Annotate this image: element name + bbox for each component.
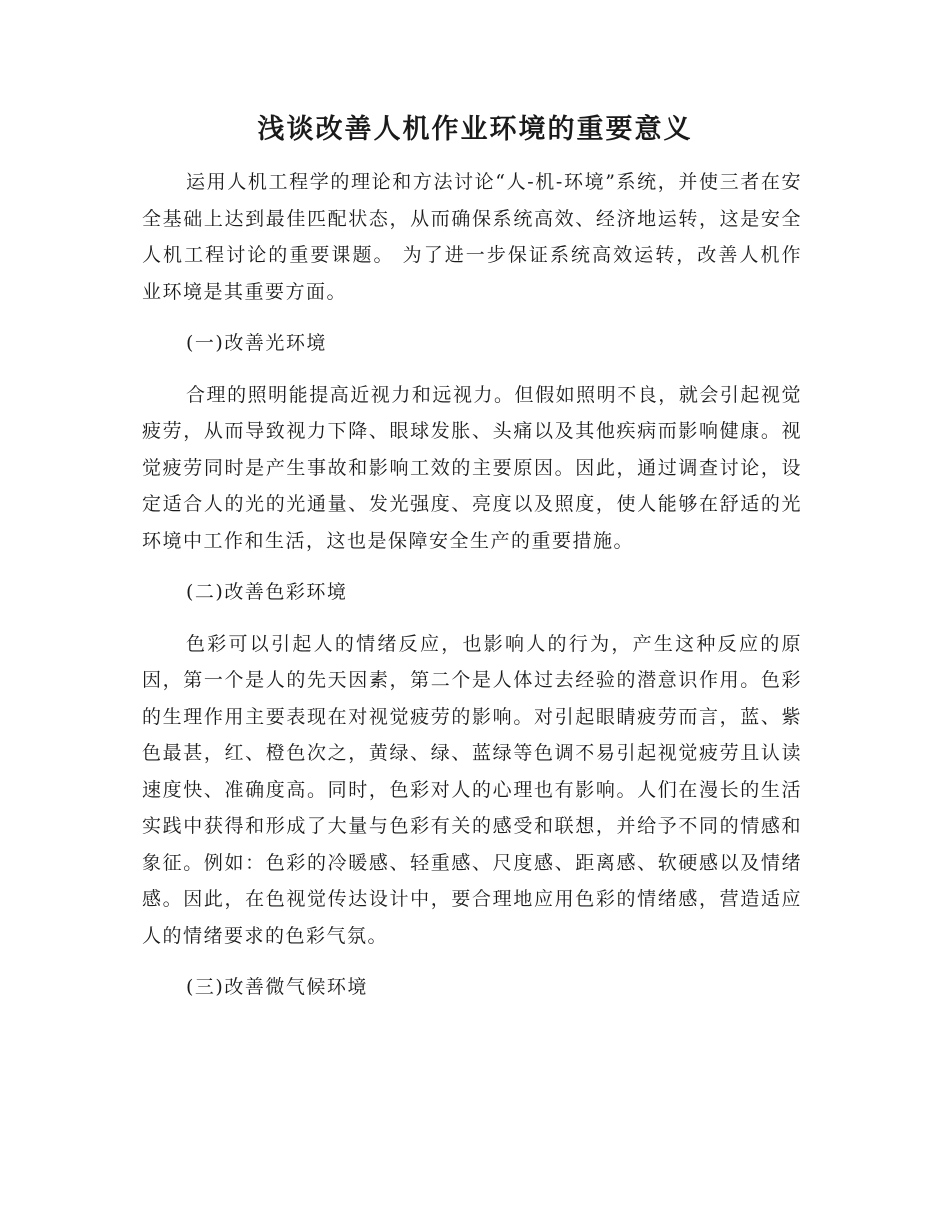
document-title: 浅谈改善人机作业环境的重要意义 [257, 114, 693, 145]
section-body-color: 色彩可以引起人的情绪反应，也影响人的行为，产生这种反应的原因，第一个是人的先天因素，第二个是人体过去经验的潜意识作用。色彩的生理作用主要表现在对视觉疲劳的影响。对引起眼睛疲劳而言，蓝、紫色最甚，红、橙色次之，黄绿、绿、蓝绿等色调不易引起视觉疲劳且认读速度快、准确度高。同时，色彩对人的心理也有影响。人们在漫长的生活实践中获得和形成了大量与色彩有关的感受和联想，并给予不同的情感和象征。例如：色彩的冷暖感、轻重感、尺度感、距离感、软硬感以及情绪感。因此，在色视觉传达设计中，要合理地应用色彩的情绪感，营造适应人的情绪要求的色彩气氛。 [142, 632, 802, 947]
section-heading-microclimate: (三)改善微气候环境 [186, 976, 368, 998]
section-heading-light: (一)改善光环境 [186, 332, 327, 354]
section-heading-color: (二)改善色彩环境 [186, 581, 348, 603]
section-body-light: 合理的照明能提高近视力和远视力。但假如照明不良，就会引起视觉疲劳，从而导致视力下降、眼球发胀、头痛以及其他疾病而影响健康。视觉疲劳同时是产生事故和影响工效的主要原因。因此，通过调查讨论，设定适合人的光的光通量、发光强度、亮度以及照度，使人能够在舒适的光环境中工作和生活，这也是保障安全生产的重要措施。 [142, 383, 802, 552]
document-body [142, 164, 802, 1006]
intro-paragraph: 运用人机工程学的理论和方法讨论“人-机-环境”系统，并使三者在安全基础上达到最佳匹配状态，从而确保系统高效、经济地运转，这是安全人机工程讨论的重要课题。 为了进一步保证系统高效运转，改善人机作业环境是其重要方面。 [142, 171, 802, 303]
